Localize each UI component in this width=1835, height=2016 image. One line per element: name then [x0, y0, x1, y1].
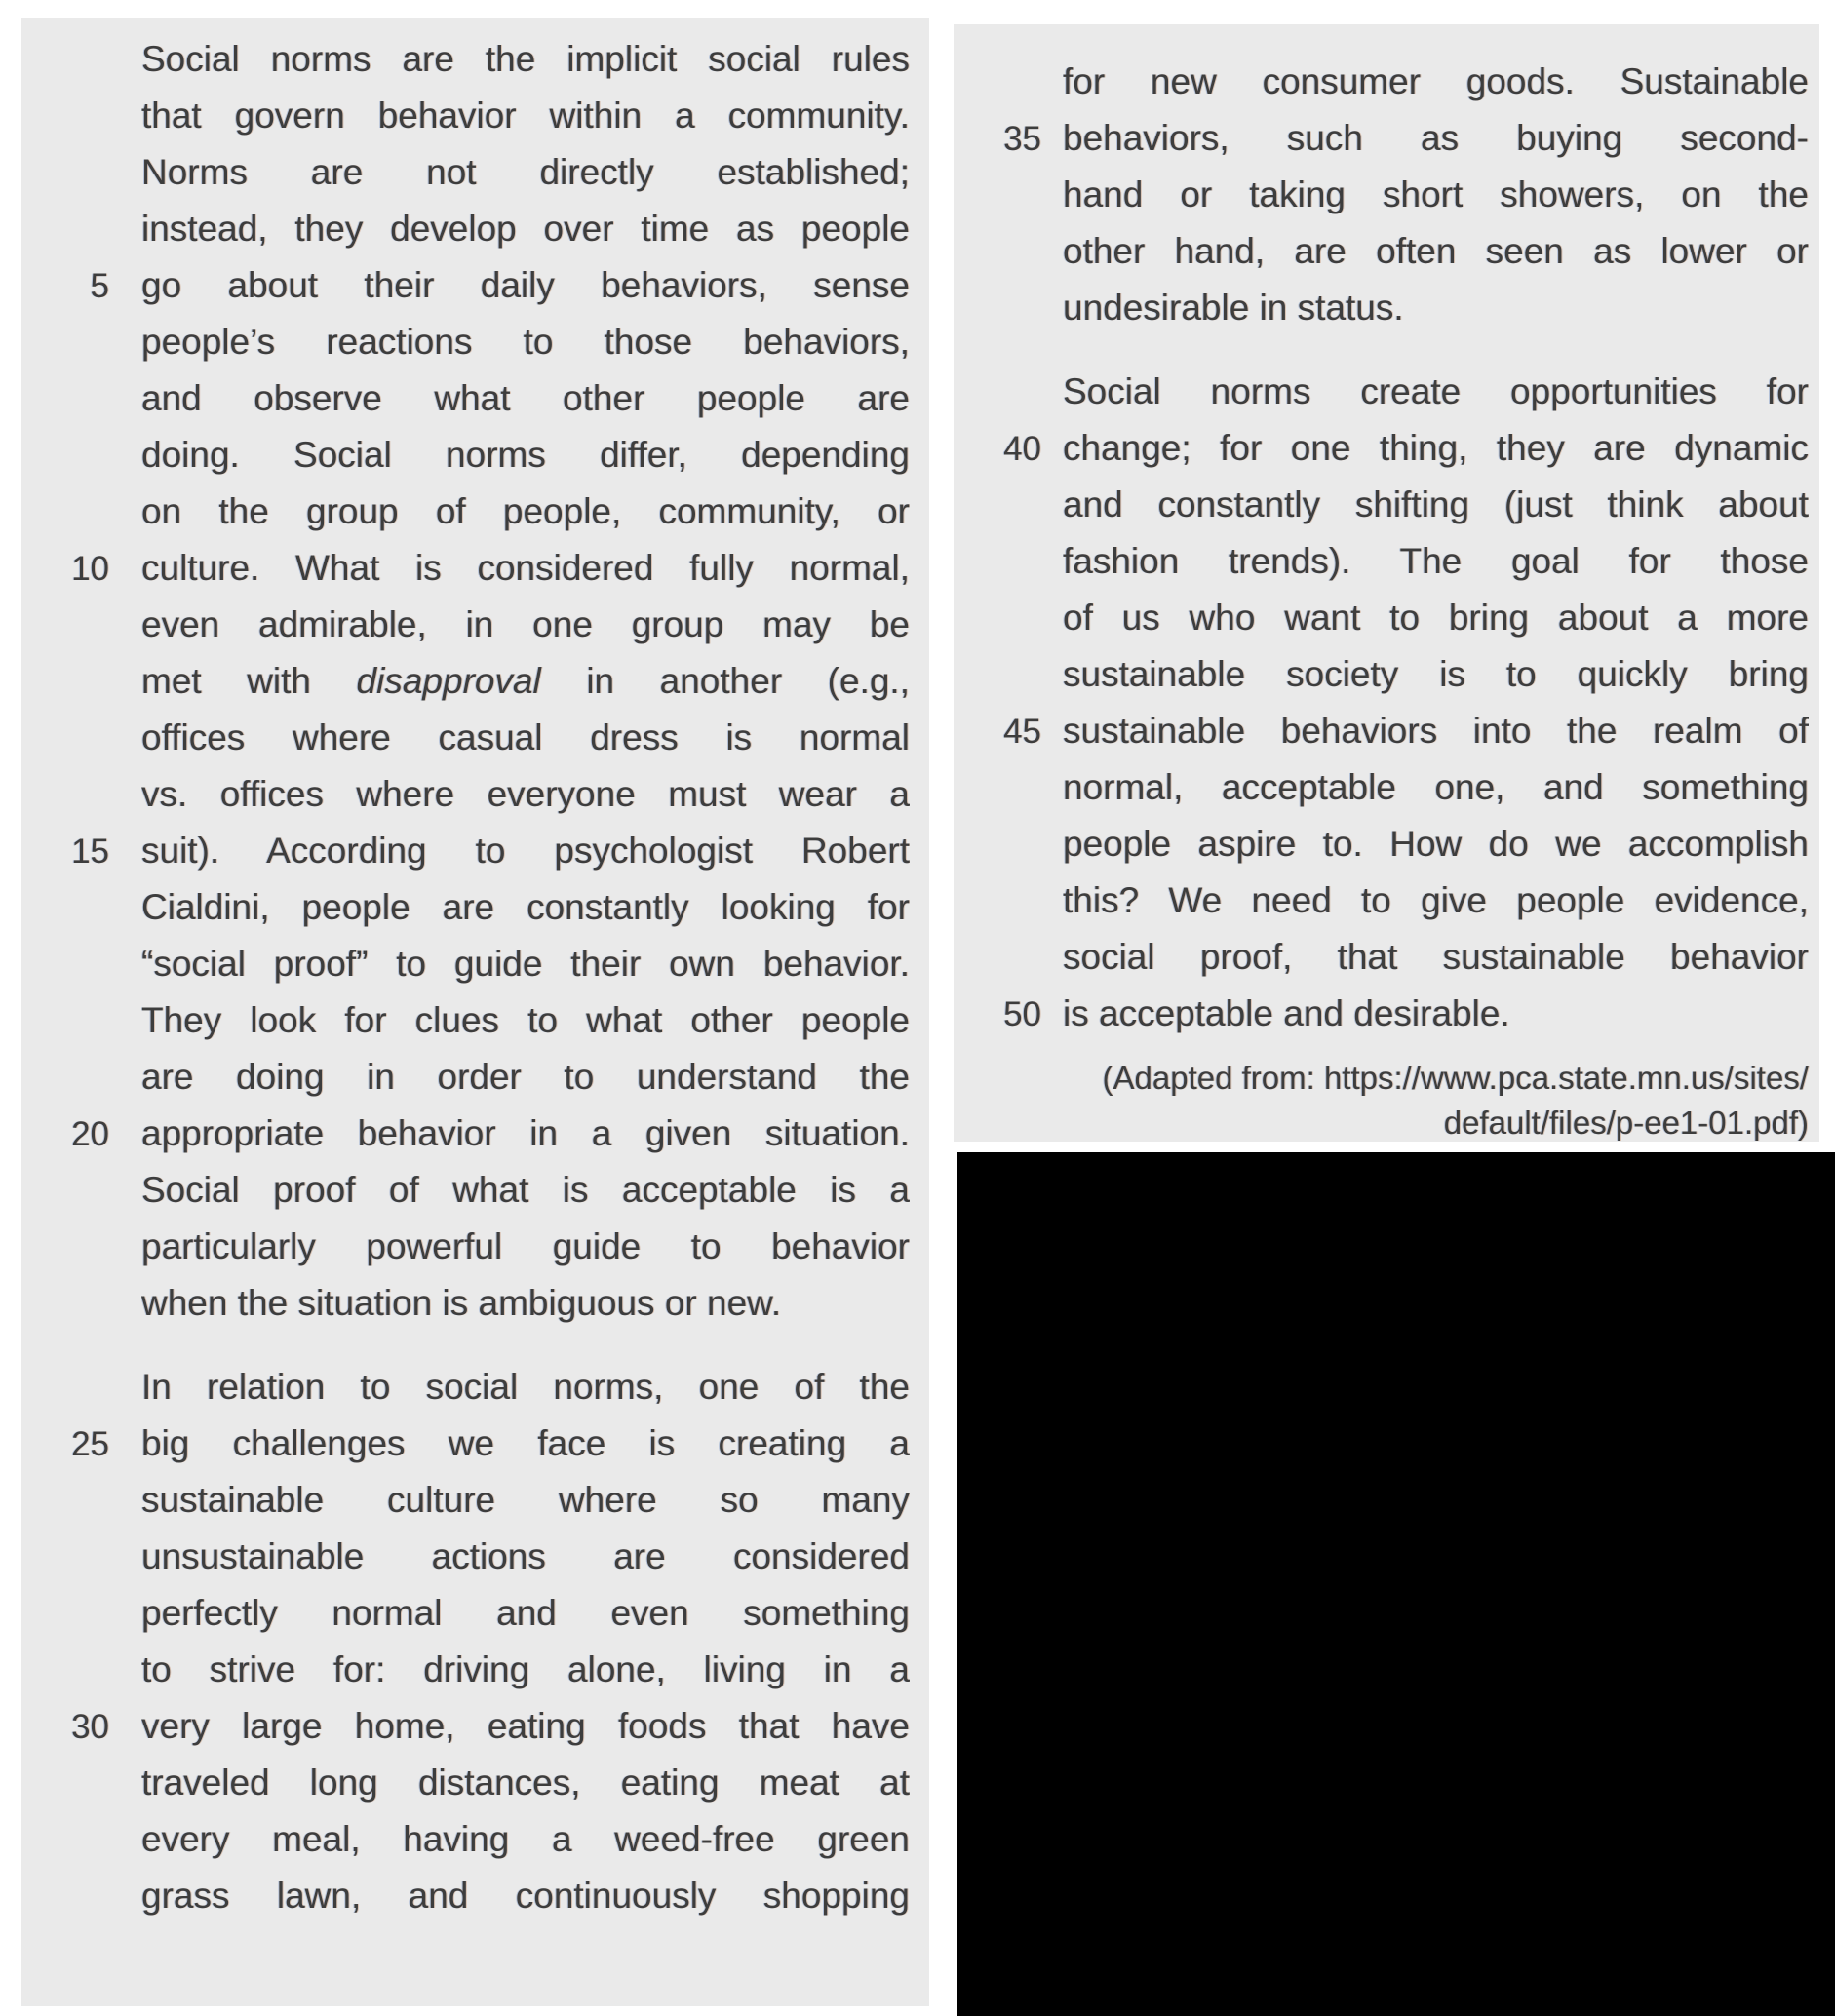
line-text: for new consumer goods. Sustainable	[1063, 61, 1809, 101]
passage-line	[21, 1049, 929, 1105]
passage-line	[21, 314, 929, 370]
line-text: doing. Social norms differ, depending	[141, 435, 910, 475]
line-text: on the group of people, community, or	[141, 491, 910, 531]
passage-line	[21, 766, 929, 823]
passage-line	[21, 710, 929, 766]
line-text: Social norms create opportunities for	[1063, 371, 1809, 411]
line-text: unsustainable actions are considered	[141, 1536, 910, 1576]
line-text: In relation to social norms, one of the	[141, 1367, 910, 1407]
line-number: 25	[71, 1425, 109, 1463]
line-text: big challenges we face is creating a	[141, 1423, 910, 1463]
passage-line	[21, 88, 929, 144]
passage-line	[954, 646, 1819, 703]
line-text: every meal, having a weed-free green	[141, 1819, 910, 1859]
line-text: instead, they develop over time as people	[141, 209, 910, 249]
passage-line	[21, 1105, 929, 1162]
passage-line	[21, 257, 929, 314]
redacted-black-box	[957, 1152, 1835, 2016]
line-text: appropriate behavior in a given situation.	[141, 1113, 910, 1153]
line-number: 30	[71, 1708, 109, 1746]
passage-line	[954, 986, 1819, 1042]
passage-line	[954, 280, 1819, 336]
passage-line	[21, 201, 929, 257]
passage-line	[21, 427, 929, 484]
line-text: when the situation is ambiguous or new.	[141, 1283, 782, 1323]
passage-line	[21, 144, 929, 201]
passage-line	[21, 540, 929, 597]
passage-line	[21, 992, 929, 1049]
line-text: change; for one thing, they are dynamic	[1063, 428, 1809, 468]
line-number: 10	[71, 550, 109, 588]
passage-column-left	[21, 18, 929, 2006]
line-text: offices where casual dress is normal	[141, 717, 910, 757]
passage-column-right	[954, 24, 1819, 1142]
passage-line	[21, 1162, 929, 1219]
line-text: other hand, are often seen as lower or	[1063, 231, 1809, 271]
line-text: sustainable society is to quickly bring	[1063, 654, 1809, 694]
passage-line	[954, 533, 1819, 590]
line-number: 45	[1003, 713, 1041, 751]
citation	[954, 1056, 1819, 1145]
line-number: 35	[1003, 120, 1041, 158]
line-text: They look for clues to what other people	[141, 1000, 910, 1040]
passage-line	[21, 1755, 929, 1811]
line-number: 40	[1003, 430, 1041, 468]
line-text: grass lawn, and continuously shopping	[141, 1876, 910, 1916]
passage-line	[954, 167, 1819, 223]
passage-line	[21, 1868, 929, 1924]
line-text: particularly powerful guide to behavior	[141, 1226, 910, 1266]
passage-line	[21, 653, 929, 710]
line-text: even admirable, in one group may be	[141, 604, 910, 644]
passage-line	[954, 54, 1819, 110]
passage-line	[21, 1698, 929, 1755]
line-text: and observe what other people are	[141, 378, 910, 418]
passage-line	[21, 484, 929, 540]
passage-line	[21, 1219, 929, 1275]
passage-line	[21, 1642, 929, 1698]
passage-line	[21, 823, 929, 879]
passage-line	[21, 1585, 929, 1642]
passage-line	[21, 370, 929, 427]
line-text: Cialdini, people are constantly looking for	[141, 887, 910, 927]
line-text: vs. offices where everyone must wear a	[141, 774, 910, 814]
line-text: normal, acceptable one, and something	[1063, 767, 1809, 807]
passage-line	[954, 420, 1819, 477]
line-text: suit). According to psychologist Robert	[141, 831, 910, 871]
passage-line	[954, 110, 1819, 167]
line-text: perfectly normal and even something	[141, 1593, 910, 1633]
line-text: social proof, that sustainable behavior	[1063, 937, 1809, 977]
passage-line	[954, 929, 1819, 986]
line-text: fashion trends). The goal for those	[1063, 541, 1809, 581]
passage-line	[21, 1529, 929, 1585]
passage-line	[21, 1472, 929, 1529]
line-text: behaviors, such as buying second-	[1063, 118, 1809, 158]
line-text: of us who want to bring about a more	[1063, 598, 1809, 638]
passage-line	[21, 1415, 929, 1472]
passage-line	[954, 759, 1819, 816]
line-text: hand or taking short showers, on the	[1063, 174, 1809, 214]
line-text: met with disapproval in another (e.g.,	[141, 661, 910, 701]
line-number: 15	[71, 833, 109, 871]
line-text: sustainable behaviors into the realm of	[1063, 711, 1809, 751]
line-text: Social norms are the implicit social rules	[141, 39, 910, 79]
citation-line: default/files/p-ee1-01.pdf)	[1443, 1105, 1809, 1141]
passage-line	[21, 879, 929, 936]
passage-paragraph	[21, 31, 929, 1332]
line-text: sustainable culture where so many	[141, 1480, 910, 1520]
line-text: is acceptable and desirable.	[1063, 993, 1510, 1033]
line-text: undesirable in status.	[1063, 288, 1404, 328]
passage-paragraph	[954, 364, 1819, 1042]
passage-line	[21, 1811, 929, 1868]
passage-line	[954, 816, 1819, 872]
line-text: are doing in order to understand the	[141, 1057, 910, 1097]
line-text: very large home, eating foods that have	[141, 1706, 910, 1746]
line-text: traveled long distances, eating meat at	[141, 1763, 910, 1803]
citation-line: (Adapted from: https://www.pca.state.mn.us/sites/	[1102, 1060, 1809, 1096]
line-text: go about their daily behaviors, sense	[141, 265, 910, 305]
passage-line	[954, 872, 1819, 929]
line-number: 20	[71, 1115, 109, 1153]
italic-word: disapproval	[356, 661, 541, 701]
line-text: to strive for: driving alone, living in a	[141, 1649, 910, 1689]
line-text: “social proof” to guide their own behavior.	[141, 944, 910, 984]
passage-paragraph	[21, 1359, 929, 1924]
passage-line	[21, 31, 929, 88]
line-number: 50	[1003, 995, 1041, 1033]
passage-line	[21, 1359, 929, 1415]
line-text: and constantly shifting (just think about	[1063, 485, 1809, 524]
line-text: this? We need to give people evidence,	[1063, 880, 1809, 920]
line-text: that govern behavior within a community.	[141, 96, 910, 136]
passage-line	[21, 1275, 929, 1332]
passage-line	[954, 590, 1819, 646]
line-text: Social proof of what is acceptable is a	[141, 1170, 910, 1210]
passage-line	[954, 703, 1819, 759]
passage-line	[954, 223, 1819, 280]
line-text: people aspire to. How do we accomplish	[1063, 824, 1809, 864]
line-number: 5	[90, 267, 109, 305]
passage-line	[21, 936, 929, 992]
line-text: people’s reactions to those behaviors,	[141, 322, 910, 362]
passage-line	[21, 597, 929, 653]
passage-paragraph	[954, 54, 1819, 336]
passage-line	[954, 477, 1819, 533]
line-text: Norms are not directly established;	[141, 152, 910, 192]
passage-line	[954, 364, 1819, 420]
line-text: culture. What is considered fully normal,	[141, 548, 910, 588]
